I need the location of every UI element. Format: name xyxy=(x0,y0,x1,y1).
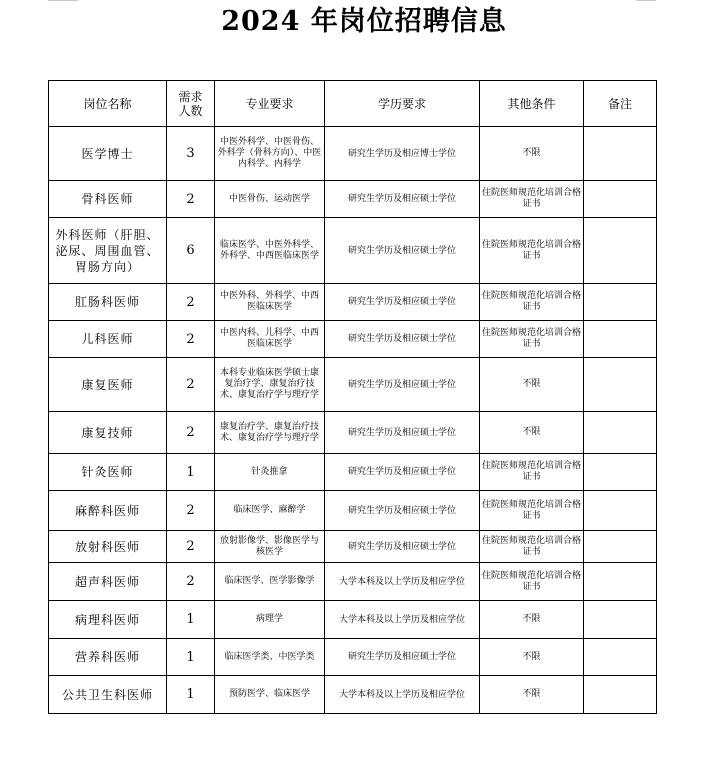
table-row xyxy=(49,563,657,601)
cell-major: 放射影像学、影像医学与核医学 xyxy=(215,531,325,563)
cell-count: 1 xyxy=(167,454,215,491)
cell-remark xyxy=(584,127,657,181)
cell-position: 针灸医师 xyxy=(49,454,167,491)
top-border-left xyxy=(48,0,78,1)
cell-count: 1 xyxy=(167,639,215,676)
cell-education: 研究生学历及相应硕士学位 xyxy=(325,454,480,491)
cell-other: 不限 xyxy=(480,676,584,714)
cell-count: 2 xyxy=(167,181,215,218)
cell-remark xyxy=(584,601,657,639)
cell-position: 骨科医师 xyxy=(49,181,167,218)
cell-position: 公共卫生科医师 xyxy=(49,676,167,714)
cell-other: 住院医师规范化培训合格证书 xyxy=(480,181,584,218)
header-count: 需求 人数 xyxy=(167,81,215,127)
cell-other: 住院医师规范化培训合格证书 xyxy=(480,531,584,563)
cell-other: 不限 xyxy=(480,601,584,639)
cell-education: 大学本科及以上学历及相应学位 xyxy=(325,601,480,639)
cell-remark xyxy=(584,563,657,601)
cell-education: 研究生学历及相应硕士学位 xyxy=(325,284,480,321)
cell-position: 麻醉科医师 xyxy=(49,491,167,531)
cell-major: 临床医学、麻醉学 xyxy=(215,491,325,531)
cell-count: 1 xyxy=(167,676,215,714)
cell-major: 本科专业临床医学硕士康复治疗学、康复治疗技术、康复治疗学与理疗学 xyxy=(215,358,325,412)
cell-other: 住院医师规范化培训合格证书 xyxy=(480,284,584,321)
table-row xyxy=(49,181,657,218)
cell-count: 2 xyxy=(167,491,215,531)
cell-major: 临床医学、医学影像学 xyxy=(215,563,325,601)
cell-major: 病理学 xyxy=(215,601,325,639)
table-row xyxy=(49,412,657,454)
cell-other: 住院医师规范化培训合格证书 xyxy=(480,491,584,531)
table-row xyxy=(49,127,657,181)
cell-other: 住院医师规范化培训合格证书 xyxy=(480,218,584,284)
cell-remark xyxy=(584,454,657,491)
cell-remark xyxy=(584,491,657,531)
table-row xyxy=(49,601,657,639)
cell-major: 临床医学、中医外科学、外科学、中西医临床医学 xyxy=(215,218,325,284)
cell-education: 大学本科及以上学历及相应学位 xyxy=(325,563,480,601)
page-title: 2024 年岗位招聘信息 xyxy=(221,6,507,37)
cell-education: 大学本科及以上学历及相应学位 xyxy=(325,676,480,714)
cell-count: 2 xyxy=(167,563,215,601)
cell-count: 3 xyxy=(167,127,215,181)
table-row xyxy=(49,321,657,358)
cell-remark xyxy=(584,676,657,714)
table-row xyxy=(49,639,657,676)
cell-major: 中医外科、外科学、中西医临床医学 xyxy=(215,284,325,321)
cell-remark xyxy=(584,218,657,284)
cell-count: 2 xyxy=(167,284,215,321)
cell-remark xyxy=(584,639,657,676)
cell-other: 不限 xyxy=(480,127,584,181)
cell-major: 临床医学类、中医学类 xyxy=(215,639,325,676)
table-row xyxy=(49,531,657,563)
cell-position: 医学博士 xyxy=(49,127,167,181)
cell-position: 康复医师 xyxy=(49,358,167,412)
table-row xyxy=(49,676,657,714)
cell-other: 不限 xyxy=(480,639,584,676)
table-body xyxy=(49,127,657,714)
cell-major: 预防医学、临床医学 xyxy=(215,676,325,714)
cell-education: 研究生学历及相应硕士学位 xyxy=(325,321,480,358)
cell-education: 研究生学历及相应硕士学位 xyxy=(325,531,480,563)
table-row xyxy=(49,358,657,412)
header-remark: 备注 xyxy=(584,81,657,127)
cell-remark xyxy=(584,412,657,454)
header-other: 其他条件 xyxy=(480,81,584,127)
cell-other: 不限 xyxy=(480,412,584,454)
table-header-row xyxy=(49,81,657,127)
cell-remark xyxy=(584,531,657,563)
cell-position: 超声科医师 xyxy=(49,563,167,601)
cell-major: 中医外科学、中医骨伤、外科学（骨科方向）、中医内科学、内科学 xyxy=(215,127,325,181)
cell-education: 研究生学历及相应硕士学位 xyxy=(325,181,480,218)
cell-position: 病理科医师 xyxy=(49,601,167,639)
cell-count: 2 xyxy=(167,412,215,454)
table-row xyxy=(49,491,657,531)
cell-major: 针灸推拿 xyxy=(215,454,325,491)
cell-count: 2 xyxy=(167,321,215,358)
cell-other: 不限 xyxy=(480,358,584,412)
cell-count: 2 xyxy=(167,358,215,412)
header-education: 学历要求 xyxy=(325,81,480,127)
table-row xyxy=(49,218,657,284)
cell-position: 康复技师 xyxy=(49,412,167,454)
cell-position: 儿科医师 xyxy=(49,321,167,358)
cell-other: 住院医师规范化培训合格证书 xyxy=(480,454,584,491)
cell-remark xyxy=(584,284,657,321)
cell-count: 1 xyxy=(167,601,215,639)
header-major: 专业要求 xyxy=(215,81,325,127)
cell-education: 研究生学历及相应硕士学位 xyxy=(325,218,480,284)
cell-count: 2 xyxy=(167,531,215,563)
cell-major: 康复治疗学、康复治疗技术、康复治疗学与理疗学 xyxy=(215,412,325,454)
cell-remark xyxy=(584,181,657,218)
cell-other: 住院医师规范化培训合格证书 xyxy=(480,563,584,601)
cell-position: 营养科医师 xyxy=(49,639,167,676)
cell-remark xyxy=(584,321,657,358)
cell-education: 研究生学历及相应硕士学位 xyxy=(325,358,480,412)
cell-major: 中医骨伤、运动医学 xyxy=(215,181,325,218)
cell-position: 肛肠科医师 xyxy=(49,284,167,321)
cell-other: 住院医师规范化培训合格证书 xyxy=(480,321,584,358)
top-border-right xyxy=(636,0,656,1)
cell-education: 研究生学历及相应硕士学位 xyxy=(325,491,480,531)
cell-major: 中医内科、儿科学、中西医临床医学 xyxy=(215,321,325,358)
cell-position: 放射科医师 xyxy=(49,531,167,563)
table-row xyxy=(49,284,657,321)
cell-education: 研究生学历及相应硕士学位 xyxy=(325,639,480,676)
cell-remark xyxy=(584,358,657,412)
table-row xyxy=(49,454,657,491)
cell-education: 研究生学历及相应博士学位 xyxy=(325,127,480,181)
cell-education: 研究生学历及相应硕士学位 xyxy=(325,412,480,454)
cell-count: 6 xyxy=(167,218,215,284)
header-position: 岗位名称 xyxy=(49,81,167,127)
cell-position: 外科医师（肝胆、泌尿、周围血管、胃肠方向） xyxy=(49,218,167,284)
recruitment-table xyxy=(48,80,657,714)
